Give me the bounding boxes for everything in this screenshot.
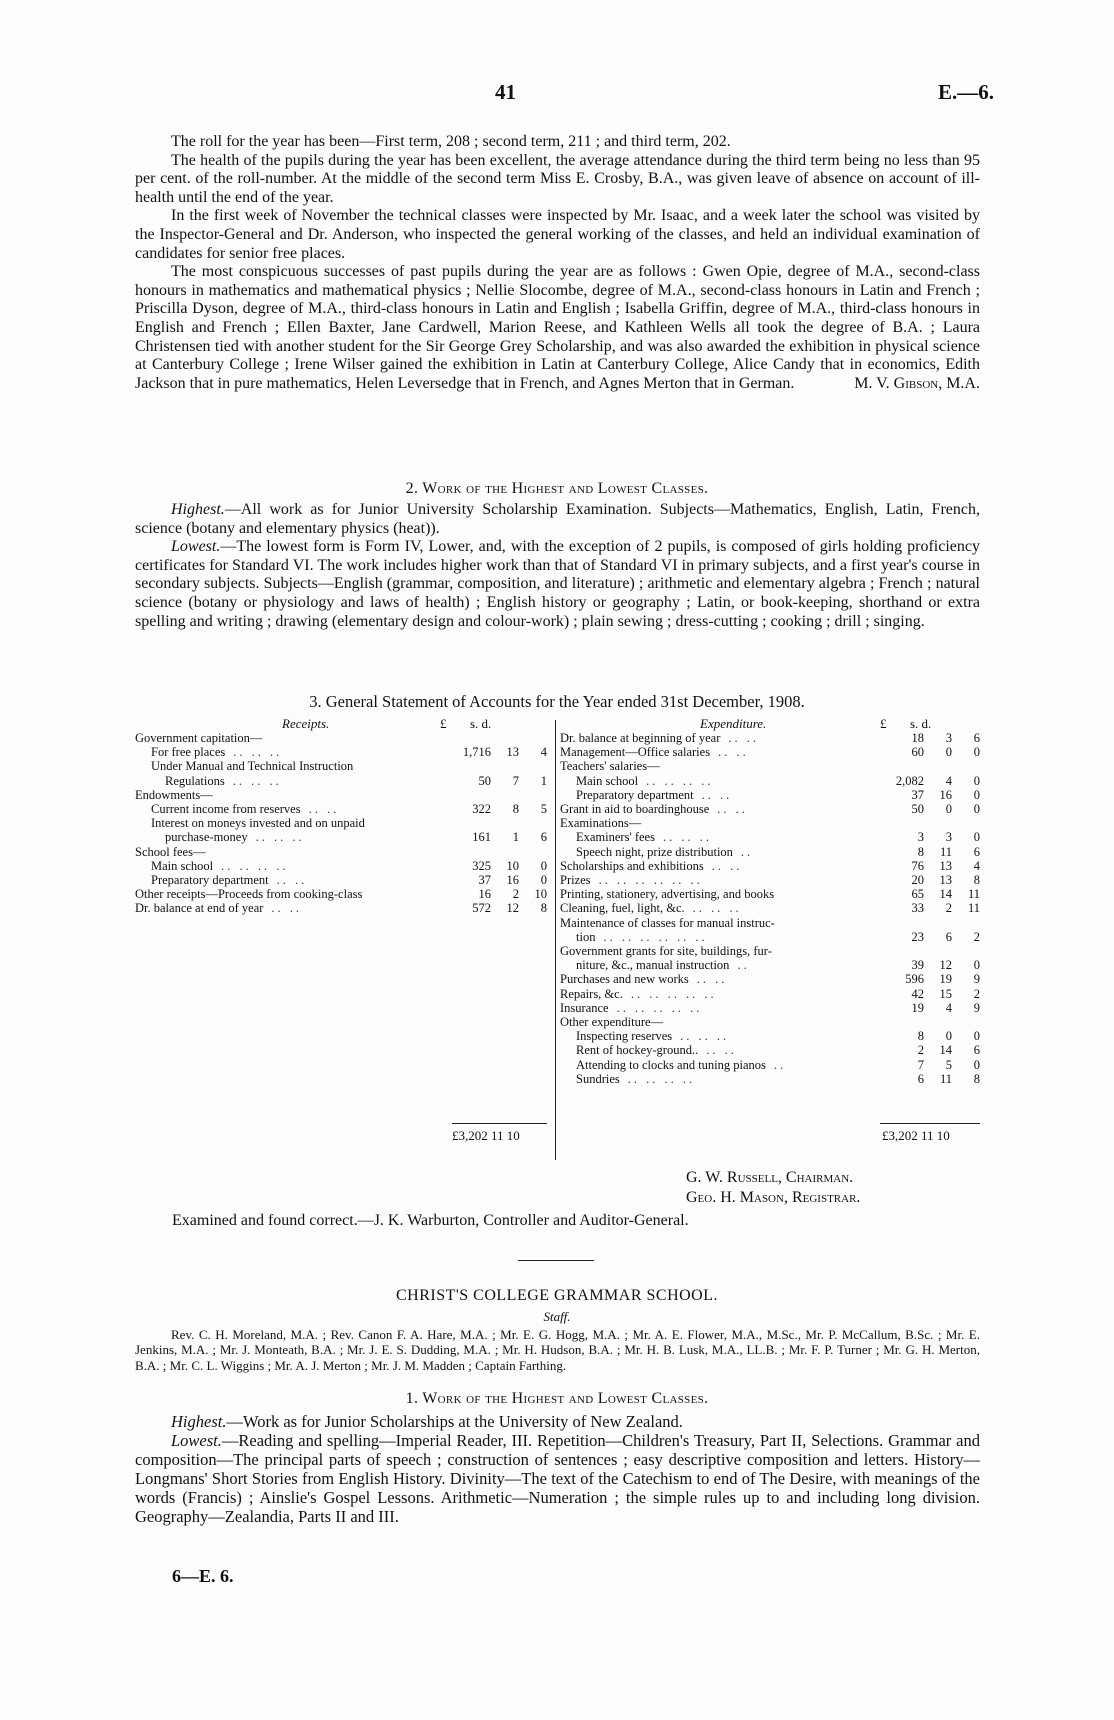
lowest-label: Lowest. xyxy=(171,1431,222,1450)
receipts-col-sd: s. d. xyxy=(470,716,492,731)
receipts-total-rule xyxy=(452,1123,547,1124)
amount-pounds: 8 xyxy=(917,1029,924,1044)
account-label: Interest on moneys invested and on unpaid xyxy=(151,816,365,831)
amount-pounds: 572 xyxy=(472,901,491,916)
amount-pounds: 6 xyxy=(917,1071,924,1086)
account-label: Speech night, prize distribution xyxy=(576,844,733,859)
amount-pounds: 322 xyxy=(472,802,491,817)
account-label: Under Manual and Technical Instruction xyxy=(151,759,354,774)
amount-pounds xyxy=(878,816,924,830)
amount-pounds: 596 xyxy=(905,972,924,987)
amount-pence: 0 xyxy=(540,858,547,873)
account-row xyxy=(560,944,980,958)
lowest-label: Lowest. xyxy=(171,538,221,556)
account-row xyxy=(560,1015,980,1029)
account-label: Current income from reserves xyxy=(151,802,301,817)
amount-pounds: 16 xyxy=(478,887,491,902)
account-label: Dr. balance at beginning of year xyxy=(560,731,721,745)
account-label: Maintenance of classes for manual instruc- xyxy=(560,915,775,930)
leader-dots: .. xyxy=(737,958,750,973)
account-row xyxy=(560,987,980,1001)
paragraph: The roll for the year has been—First term, 208 ; second term, 211 ; and third term, 202. xyxy=(171,133,731,150)
account-label: niture, &c., manual instruction xyxy=(576,958,730,973)
amount-pence: 9 xyxy=(973,1000,980,1015)
leader-dots: .. .. .. .. .. .. xyxy=(598,873,703,888)
amount-pence xyxy=(952,1015,980,1029)
signature-gibson: M. V. Gibson, M.A. xyxy=(854,375,980,393)
leader-dots: .. .. .. .. xyxy=(627,1071,696,1086)
amount-shillings: 4 xyxy=(945,1000,952,1015)
leader-dots: .. .. xyxy=(696,972,728,987)
highest-text: —Work as for Junior Scholarships at the University of New Zealand. xyxy=(226,1412,683,1431)
separator-rule xyxy=(518,1260,594,1261)
amount-shillings: 0 xyxy=(945,745,952,760)
expenditure-total: £3,202 11 10 xyxy=(882,1128,950,1143)
account-row xyxy=(135,745,547,759)
account-row xyxy=(560,887,980,901)
leader-dots: .. .. .. .. xyxy=(221,858,289,873)
account-row xyxy=(560,1072,980,1086)
amount-pence: 0 xyxy=(973,745,980,760)
account-label: Main school xyxy=(576,773,639,788)
amount-pence: 11 xyxy=(967,887,980,902)
account-row xyxy=(560,901,980,915)
amount-pounds xyxy=(445,845,491,859)
lowest-text: —The lowest form is Form IV, Lower, and, with the exception of 2 pupils, is composed of girls holding proficiency certificates for Standard VI. The work includes higher work than that of Standard VI in primary subjects, and a first year's course in secondary subjects. Subjects—English (grammar, composition, and literature) ; arithmetic and elementary algebra ; French ; natural science (botany or physiology and laws of health) ; English history or geography ; Latin, or book-keeping, shorthand or extra spelling and writing ; drawing (elementary design and colour-work) ; plain sewing ; dress-cutting ; cooking ; drill ; singing. xyxy=(135,538,980,630)
leader-dots: .. .. xyxy=(717,802,748,817)
amount-shillings xyxy=(924,1015,952,1029)
account-label: Government capitation— xyxy=(135,731,263,745)
leader-dots: .. .. .. xyxy=(662,830,712,845)
account-row xyxy=(560,802,980,816)
account-row xyxy=(560,830,980,844)
account-label: Dr. balance at end of year xyxy=(135,901,264,916)
amount-pounds: 37 xyxy=(911,787,924,802)
amount-pounds: 33 xyxy=(911,901,924,916)
receipts-heading: Receipts. xyxy=(282,716,330,731)
account-row xyxy=(560,816,980,830)
paragraph: The health of the pupils during the year has been excellent, the average attendance during the third term being no less than 95 per cent. of the roll-number. At the middle of the second term Miss E. Crosby, B.A., was given leave of absence on account of ill-health until the end of the year. xyxy=(135,151,980,206)
leader-dots: .. .. xyxy=(271,901,303,916)
account-label: Examiners' fees xyxy=(576,830,655,845)
document-reference: E.—6. xyxy=(938,80,995,104)
amount-pence xyxy=(952,759,980,773)
amount-shillings: 0 xyxy=(945,1029,952,1044)
amount-pence xyxy=(519,816,547,830)
account-label: Other expenditure— xyxy=(560,1015,664,1030)
amount-shillings xyxy=(491,759,519,773)
highest-label: Highest. xyxy=(171,1412,227,1431)
amount-pounds: 18 xyxy=(911,731,924,745)
amount-shillings: 12 xyxy=(939,958,952,973)
amount-shillings xyxy=(491,845,519,859)
amount-pence xyxy=(952,916,980,930)
amount-shillings: 2 xyxy=(512,887,519,902)
account-label: Preparatory department xyxy=(151,873,269,888)
amount-pence: 10 xyxy=(534,887,547,902)
account-row xyxy=(560,759,980,773)
amount-shillings: 16 xyxy=(939,787,952,802)
amount-pence: 6 xyxy=(540,830,547,845)
account-label: Purchases and new works xyxy=(560,972,689,987)
leader-dots: .. .. xyxy=(706,1043,737,1058)
account-label: Grant in aid to boardinghouse xyxy=(560,802,710,817)
account-row xyxy=(135,759,547,773)
account-row xyxy=(560,1058,980,1072)
amount-pence: 0 xyxy=(540,873,547,888)
account-label: Sundries xyxy=(576,1071,620,1086)
section-title: 2. Work of the Highest and Lowest Classes. xyxy=(405,480,709,497)
account-row xyxy=(135,816,547,830)
leader-dots: .. .. .. xyxy=(680,1029,730,1044)
amount-shillings: 3 xyxy=(945,731,952,745)
leader-dots: .. .. .. xyxy=(233,745,283,760)
account-row xyxy=(560,1043,980,1057)
amount-shillings: 11 xyxy=(939,844,952,859)
account-label: For free places xyxy=(151,745,226,760)
account-row xyxy=(560,774,980,788)
account-row xyxy=(135,788,547,802)
account-label: Examinations— xyxy=(560,816,642,831)
amount-shillings xyxy=(491,731,519,745)
leader-dots: .. .. .. xyxy=(692,901,742,916)
amount-pence xyxy=(519,731,547,745)
amount-shillings: 14 xyxy=(939,887,952,902)
account-row xyxy=(135,774,547,788)
amount-shillings xyxy=(924,944,952,958)
amount-shillings: 2 xyxy=(945,901,952,916)
account-row xyxy=(560,845,980,859)
column-divider xyxy=(555,720,556,1160)
amount-pence: 11 xyxy=(967,901,980,916)
amount-pence: 6 xyxy=(973,1043,980,1058)
account-label: Rent of hockey-ground.. xyxy=(576,1043,699,1058)
amount-pence: 8 xyxy=(973,873,980,888)
leader-dots: .. .. xyxy=(308,802,340,817)
amount-shillings: 15 xyxy=(939,986,952,1001)
account-label: Management—Office salaries xyxy=(560,745,711,760)
amount-pounds: 60 xyxy=(911,745,924,760)
amount-pence: 0 xyxy=(973,802,980,817)
amount-shillings: 1 xyxy=(512,830,519,845)
christs-section-title: 1. Work of the Highest and Lowest Classes. xyxy=(405,1390,709,1407)
amount-pence: 6 xyxy=(973,731,980,745)
amount-shillings: 14 xyxy=(939,1043,952,1058)
account-row xyxy=(135,873,547,887)
account-row xyxy=(560,930,980,944)
amount-shillings: 11 xyxy=(939,1071,952,1086)
amount-shillings: 4 xyxy=(945,773,952,788)
account-row xyxy=(560,873,980,887)
accounts-title: 3. General Statement of Accounts for the Year ended 31st December, 1908. xyxy=(309,692,805,711)
account-row xyxy=(560,745,980,759)
leader-dots: .. .. xyxy=(701,787,733,802)
expenditure-heading: Expenditure. xyxy=(700,716,767,731)
amount-pence xyxy=(519,845,547,859)
amount-shillings: 13 xyxy=(939,873,952,888)
amount-pounds xyxy=(445,731,491,745)
account-row xyxy=(560,958,980,972)
amount-pounds: 19 xyxy=(911,1000,924,1015)
account-row xyxy=(135,845,547,859)
receipts-table xyxy=(135,731,547,916)
amount-pence: 0 xyxy=(973,830,980,845)
amount-pounds xyxy=(445,788,491,802)
amount-shillings xyxy=(924,916,952,930)
account-row xyxy=(135,887,547,901)
account-label: Preparatory department xyxy=(576,787,694,802)
account-label: Regulations xyxy=(165,773,225,788)
leader-dots: .. .. .. xyxy=(232,773,282,788)
amount-pence xyxy=(952,944,980,958)
account-row xyxy=(135,830,547,844)
leader-dots: .. .. .. .. .. .. xyxy=(603,929,708,944)
amount-pounds xyxy=(878,1015,924,1029)
expenditure-col-pound: £ xyxy=(880,716,887,731)
amount-pounds: 8 xyxy=(917,844,924,859)
account-label: Insurance xyxy=(560,1000,609,1015)
account-label: Other receipts—Proceeds from cooking-class xyxy=(135,887,363,902)
amount-pounds: 2,082 xyxy=(895,773,924,788)
account-label: purchase-money xyxy=(165,830,248,845)
amount-pounds: 2 xyxy=(917,1043,924,1058)
amount-pounds xyxy=(878,944,924,958)
amount-pence: 8 xyxy=(540,901,547,916)
amount-pence: 2 xyxy=(973,929,980,944)
receipts-total: £3,202 11 10 xyxy=(452,1128,520,1143)
account-label: Scholarships and exhibitions xyxy=(560,858,704,873)
amount-shillings: 6 xyxy=(945,929,952,944)
amount-pounds: 20 xyxy=(911,873,924,888)
leader-dots: .. .. xyxy=(276,873,308,888)
expenditure-total-rule xyxy=(880,1123,980,1124)
amount-shillings: 3 xyxy=(945,830,952,845)
amount-shillings xyxy=(491,816,519,830)
lowest-text: —Reading and spelling—Imperial Reader, III. Repetition—Children's Treasury, Part II, Selections. Grammar and composition—The principal parts of speech ; construction of sentences ; easy descriptive composition and letters. History—Longmans' Short Stories from English History. Divinity—The text of the Catechism to end of The Desire, with meanings of the words (Francis) ; Ainslie's Gospel Lessons. Arithmetic—Numeration ; the simple rules up to and including long division. Geography—Zealandia, Parts II and III. xyxy=(135,1431,980,1526)
expenditure-col-sd: s. d. xyxy=(910,716,932,731)
account-row xyxy=(560,972,980,986)
amount-pence: 6 xyxy=(973,844,980,859)
leader-dots: .. .. .. .. .. xyxy=(630,986,717,1001)
amount-shillings xyxy=(924,759,952,773)
paragraph: The most conspicuous successes of past pupils during the year are as follows : Gwen Opie, degree of M.A., second-class honours in mathematics and mathematical physics ; Nellie Slocombe, degree of M.A., second-class honours in Latin and French ; Priscilla Dyson, degree of M.A., third-class honours in Latin and English ; Isabella Griffin, degree of M.A., third-class honours in English and French ; Ellen Baxter, Jane Cardwell, Marion Reese, and Kathleen Wells all took the degree of B.A. ; Laura Christensen tied with another student for the Sir George Grey Scholarship, and was also awarded the exhibition in physical science at Canterbury College ; Irene Wilser gained the exhibition in Latin at Canterbury College, Alice Candy that in economics, Edith Jackson that in pure mathematics, Helen Leversedge that in French, and Agnes Merton that in German. xyxy=(135,263,980,392)
leader-dots: .. .. .. .. .. xyxy=(616,1000,703,1015)
amount-shillings: 12 xyxy=(506,901,519,916)
receipts-col-pound: £ xyxy=(440,716,447,731)
leader-dots: .. xyxy=(740,844,754,859)
amount-pence: 2 xyxy=(973,986,980,1001)
footer-ref: 6—E. 6. xyxy=(172,1566,234,1586)
amount-pence xyxy=(952,816,980,830)
leader-dots: .. .. xyxy=(711,858,743,873)
amount-pence: 0 xyxy=(973,773,980,788)
leader-dots: .. .. .. xyxy=(255,830,305,845)
account-label: tion xyxy=(576,929,596,944)
christs-body xyxy=(135,1412,980,1526)
account-label: Teachers' salaries— xyxy=(560,759,660,774)
account-label: Repairs, &c. xyxy=(560,986,623,1001)
amount-pence: 5 xyxy=(540,802,547,817)
account-row xyxy=(560,859,980,873)
staff-list xyxy=(135,1327,980,1373)
amount-pence: 4 xyxy=(540,745,547,760)
amount-pence: 0 xyxy=(973,958,980,973)
amount-shillings: 8 xyxy=(512,802,519,817)
amount-pence xyxy=(519,788,547,802)
amount-pence: 0 xyxy=(973,1057,980,1072)
leader-dots: .. .. .. .. xyxy=(646,773,714,788)
amount-pounds: 50 xyxy=(911,802,924,817)
account-row xyxy=(560,731,980,745)
school-title: CHRIST'S COLLEGE GRAMMAR SCHOOL. xyxy=(395,1287,719,1304)
intro-text xyxy=(135,133,980,394)
amount-pence: 1 xyxy=(540,773,547,788)
amount-pounds: 65 xyxy=(911,887,924,902)
amount-shillings: 13 xyxy=(506,745,519,760)
amount-pounds xyxy=(445,759,491,773)
account-row xyxy=(560,788,980,802)
amount-pounds: 7 xyxy=(917,1057,924,1072)
chairman-signature: G. W. Russell, Chairman. xyxy=(686,1169,854,1186)
amount-pounds: 39 xyxy=(911,958,924,973)
account-label: Printing, stationery, advertising, and books xyxy=(560,887,775,902)
registrar-signature: Geo. H. Mason, Registrar. xyxy=(686,1189,861,1206)
section2-body xyxy=(135,501,980,631)
expenditure-table xyxy=(560,731,980,1086)
account-label: Cleaning, fuel, light, &c. xyxy=(560,901,685,916)
leader-dots: .. .. xyxy=(728,731,759,745)
leader-dots: .. .. xyxy=(718,745,749,760)
amount-pence: 0 xyxy=(973,1029,980,1044)
amount-shillings xyxy=(491,788,519,802)
amount-pounds: 1,716 xyxy=(462,745,491,760)
account-row xyxy=(135,901,547,915)
amount-shillings xyxy=(924,816,952,830)
staff-label: Staff. xyxy=(543,1309,571,1324)
account-label: Endowments— xyxy=(135,787,213,802)
amount-shillings: 16 xyxy=(506,873,519,888)
staff-text: Rev. C. H. Moreland, M.A. ; Rev. Canon F. A. Hare, M.A. ; Mr. E. G. Hogg, M.A. ; Mr. A. E. Flower, M.A., M.Sc., Mr. P. McCallum, B.Sc. ; Mr. E. Jenkins, M.A. ; Mr. J. Monteath, B.A. ; Mr. J. E. S. Dudding, M.A. ; Mr. H. Hudson, B.A. ; Mr. H. B. Lusk, M.A., LL.B. ; Mr. F. P. Turner ; Mr. G. H. Merton, B.A. ; Mr. C. L. Wiggins ; Mr. A. J. Merton ; Mr. J. M. Madden ; Captain Farthing. xyxy=(135,1327,980,1373)
amount-pounds xyxy=(878,916,924,930)
account-label: Prizes xyxy=(560,873,591,888)
account-row xyxy=(560,916,980,930)
amount-pounds: 37 xyxy=(478,873,491,888)
amount-shillings: 0 xyxy=(945,802,952,817)
amount-shillings: 5 xyxy=(945,1057,952,1072)
leader-dots: .. xyxy=(773,1057,787,1072)
amount-pounds: 50 xyxy=(478,773,491,788)
account-label: Government grants for site, buildings, fur- xyxy=(560,944,772,959)
amount-pence: 4 xyxy=(973,858,980,873)
page-number: 41 xyxy=(495,80,516,104)
amount-pence xyxy=(519,759,547,773)
amount-pounds: 3 xyxy=(917,830,924,845)
amount-pence: 0 xyxy=(973,787,980,802)
amount-shillings: 13 xyxy=(939,858,952,873)
amount-shillings: 10 xyxy=(506,858,519,873)
account-row xyxy=(135,731,547,745)
account-row xyxy=(560,1029,980,1043)
account-row xyxy=(560,1001,980,1015)
amount-pounds: 23 xyxy=(911,929,924,944)
amount-pounds xyxy=(878,759,924,773)
amount-pounds: 76 xyxy=(911,858,924,873)
amount-pounds: 325 xyxy=(472,858,491,873)
account-label: Inspecting reserves xyxy=(576,1029,673,1044)
amount-shillings: 19 xyxy=(939,972,952,987)
amount-pounds xyxy=(445,816,491,830)
highest-label: Highest. xyxy=(171,501,225,518)
paragraph: In the first week of November the technical classes were inspected by Mr. Isaac, and a week later the school was visited by the Inspector-General and Dr. Anderson, who inspected the general working of the classes, and held an individual examination of candidates for senior free places. xyxy=(135,207,980,262)
account-label: School fees— xyxy=(135,844,206,859)
amount-pence: 9 xyxy=(973,972,980,987)
account-row xyxy=(135,802,547,816)
amount-shillings: 7 xyxy=(512,773,519,788)
account-row xyxy=(135,859,547,873)
amount-pence: 8 xyxy=(973,1071,980,1086)
amount-pounds: 161 xyxy=(472,830,491,845)
account-label: Main school xyxy=(151,858,214,873)
highest-text: —All work as for Junior University Scholarship Examination. Subjects—Mathematics, English, Latin, French, science (botany and elementary physics (heat)). xyxy=(135,501,980,537)
amount-pounds: 42 xyxy=(911,986,924,1001)
auditor-signature: Examined and found correct.—J. K. Warburton, Controller and Auditor-General. xyxy=(172,1212,689,1229)
account-label: Attending to clocks and tuning pianos xyxy=(576,1057,766,1072)
